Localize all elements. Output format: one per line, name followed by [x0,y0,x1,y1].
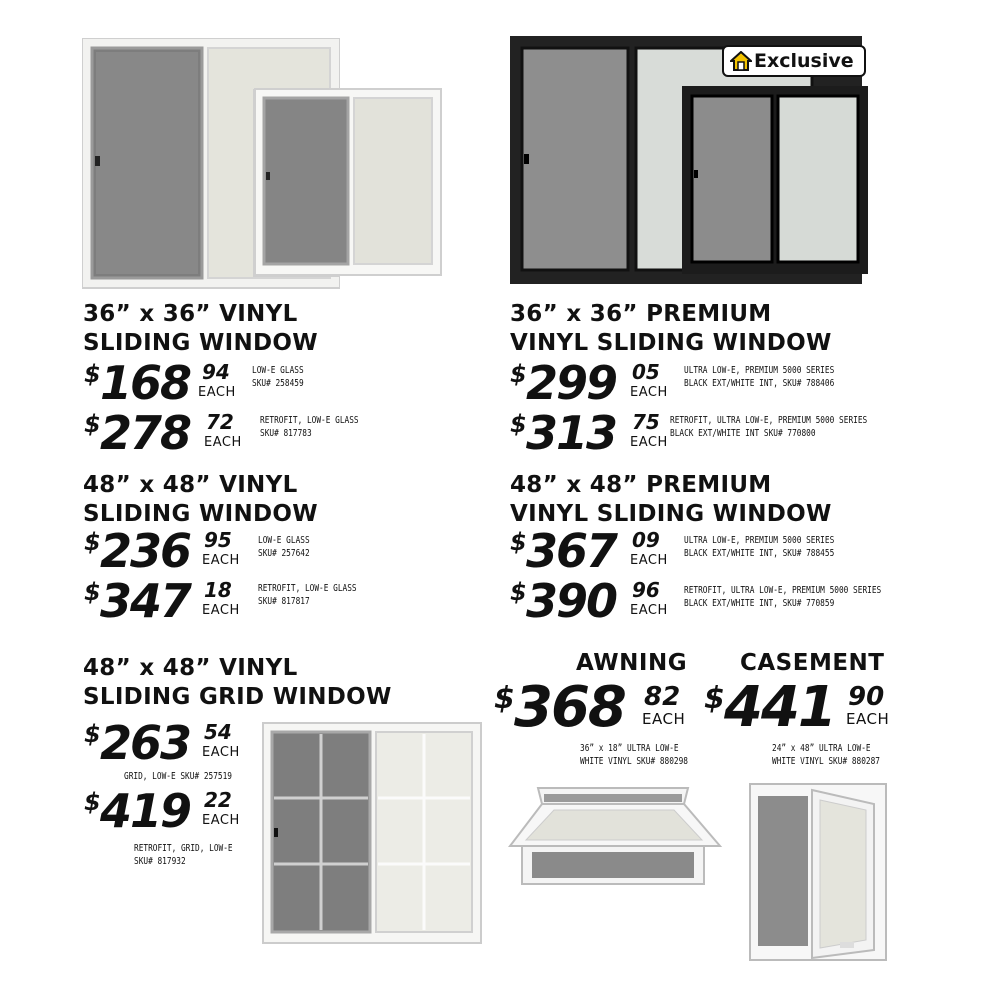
awning-window-image [508,780,726,890]
product-detail-line: ULTRA LOW-E, PREMIUM 5000 SERIES [684,365,835,376]
price-unit: EACH [642,710,686,728]
price-cents: 94 [202,360,230,384]
product-details [252,364,304,390]
currency-symbol: $ [84,578,101,606]
price-dollars: 390 [526,574,617,628]
product-title-line: 36” x 36” VINYL [83,301,298,327]
product-detail-line: RETROFIT, LOW-E GLASS [258,583,357,594]
price-cents: 09 [632,528,660,552]
product-details [134,842,233,868]
product-detail-line: RETROFIT, LOW-E GLASS [260,415,359,426]
product-details [258,534,310,560]
currency-symbol: $ [510,360,527,388]
grid-sliding-window-image [262,722,484,946]
product-detail-line: 36” x 18” ULTRA LOW-E [580,743,679,754]
exclusive-badge-label: Exclusive [754,50,854,72]
price-cents: 96 [632,578,660,602]
currency-symbol: $ [510,528,527,556]
price-block [510,406,680,462]
price-block [84,356,244,412]
price-dollars: 278 [100,406,191,460]
product-title-line: 48” x 48” VINYL [83,472,298,498]
product-title-line: SLIDING WINDOW [83,330,318,356]
product-title-vinyl-36 [83,300,318,358]
currency-symbol: $ [510,578,527,606]
product-details [684,534,834,560]
product-detail-line: LOW-E GLASS [252,365,304,376]
product-detail-line: BLACK EXT/WHITE INT SKU# 770800 [670,428,816,439]
product-title-vinyl-48 [83,471,318,529]
price-block [510,356,680,412]
product-detail-line: SKU# 817783 [260,428,312,439]
product-title-line: 48” x 48” VINYL [83,655,298,681]
product-detail-line: BLACK EXT/WHITE INT, SKU# 770859 [684,598,835,609]
currency-symbol: $ [84,788,101,816]
currency-symbol: $ [84,528,101,556]
awning-heading: AWNING [576,650,688,676]
price-unit: EACH [204,435,242,450]
casement-heading: CASEMENT [740,650,885,676]
currency-symbol: $ [84,720,101,748]
product-title-line: VINYL SLIDING WINDOW [510,501,832,527]
white-sliding-window-small-image [254,88,444,278]
currency-symbol: $ [704,681,725,716]
casement-window-image [748,782,890,964]
product-detail-line: SKU# 817932 [134,856,186,867]
price-dollars: 419 [100,784,191,838]
price-block [704,675,900,746]
price-block [84,524,254,580]
product-detail-line: BLACK EXT/WHITE INT, SKU# 788406 [684,378,835,389]
product-title-line: SLIDING WINDOW [83,501,318,527]
price-dollars: 313 [526,406,617,460]
price-unit: EACH [202,745,240,760]
currency-symbol: $ [494,681,515,716]
product-detail-line: LOW-E GLASS [258,535,310,546]
product-detail-line: WHITE VINYL SKU# 880298 [580,756,689,767]
exclusive-badge [722,45,866,77]
product-title-line: SLIDING GRID WINDOW [83,684,392,710]
price-unit: EACH [202,553,240,568]
price-block [84,406,254,462]
product-detail-line: 24” x 48” ULTRA LOW-E [772,743,871,754]
price-dollars: 236 [100,524,191,578]
product-title-premium-36 [510,300,832,358]
price-cents: 82 [644,682,681,712]
price-dollars: 168 [100,356,191,410]
currency-symbol: $ [84,410,101,438]
price-unit: EACH [202,813,240,828]
currency-symbol: $ [84,360,101,388]
price-block [494,675,694,746]
product-details [258,582,357,608]
price-unit: EACH [198,385,236,400]
price-cents: 95 [204,528,232,552]
price-dollars: 347 [100,574,191,628]
price-dollars: 263 [100,716,191,770]
price-dollars: 367 [526,524,617,578]
price-cents: 18 [204,578,232,602]
product-title-line: VINYL SLIDING WINDOW [510,330,832,356]
price-cents: 75 [632,410,660,434]
product-detail-line: GRID, LOW-E SKU# 257519 [124,771,233,782]
price-cents: 72 [206,410,234,434]
price-unit: EACH [846,710,890,728]
price-unit: EACH [630,553,668,568]
currency-symbol: $ [510,410,527,438]
product-details [580,742,688,768]
black-sliding-window-small-image [682,86,868,276]
price-block [84,574,254,630]
price-unit: EACH [630,385,668,400]
product-details [772,742,880,768]
product-title-line: 48” x 48” PREMIUM [510,472,772,498]
product-detail-line: SKU# 258459 [252,378,304,389]
home-icon [730,51,752,71]
price-unit: EACH [630,435,668,450]
price-block [84,784,254,840]
product-title-premium-48 [510,471,832,529]
price-block [510,524,680,580]
product-detail-line: BLACK EXT/WHITE INT, SKU# 788455 [684,548,835,559]
product-details [684,584,881,610]
price-unit: EACH [202,603,240,618]
product-detail-line: RETROFIT, ULTRA LOW-E, PREMIUM 5000 SERIES [684,585,882,596]
price-dollars: 368 [514,675,625,740]
product-detail-line: RETROFIT, ULTRA LOW-E, PREMIUM 5000 SERIES [670,415,868,426]
price-unit: EACH [630,603,668,618]
product-detail-line: WHITE VINYL SKU# 880287 [772,756,881,767]
price-block [510,574,680,630]
product-detail-line: RETROFIT, GRID, LOW-E [134,843,233,854]
price-block [84,716,254,772]
product-detail-line: SKU# 257642 [258,548,310,559]
product-detail-line: ULTRA LOW-E, PREMIUM 5000 SERIES [684,535,835,546]
product-details [684,364,834,390]
price-dollars: 441 [724,675,835,740]
product-details [260,414,359,440]
price-cents: 22 [204,788,232,812]
product-details [670,414,867,440]
product-title-grid-48 [83,654,392,712]
product-details [124,770,232,783]
product-detail-line: SKU# 817817 [258,596,310,607]
price-dollars: 299 [526,356,617,410]
price-cents: 54 [204,720,232,744]
product-title-line: 36” x 36” PREMIUM [510,301,772,327]
price-cents: 05 [632,360,660,384]
price-cents: 90 [848,682,885,712]
